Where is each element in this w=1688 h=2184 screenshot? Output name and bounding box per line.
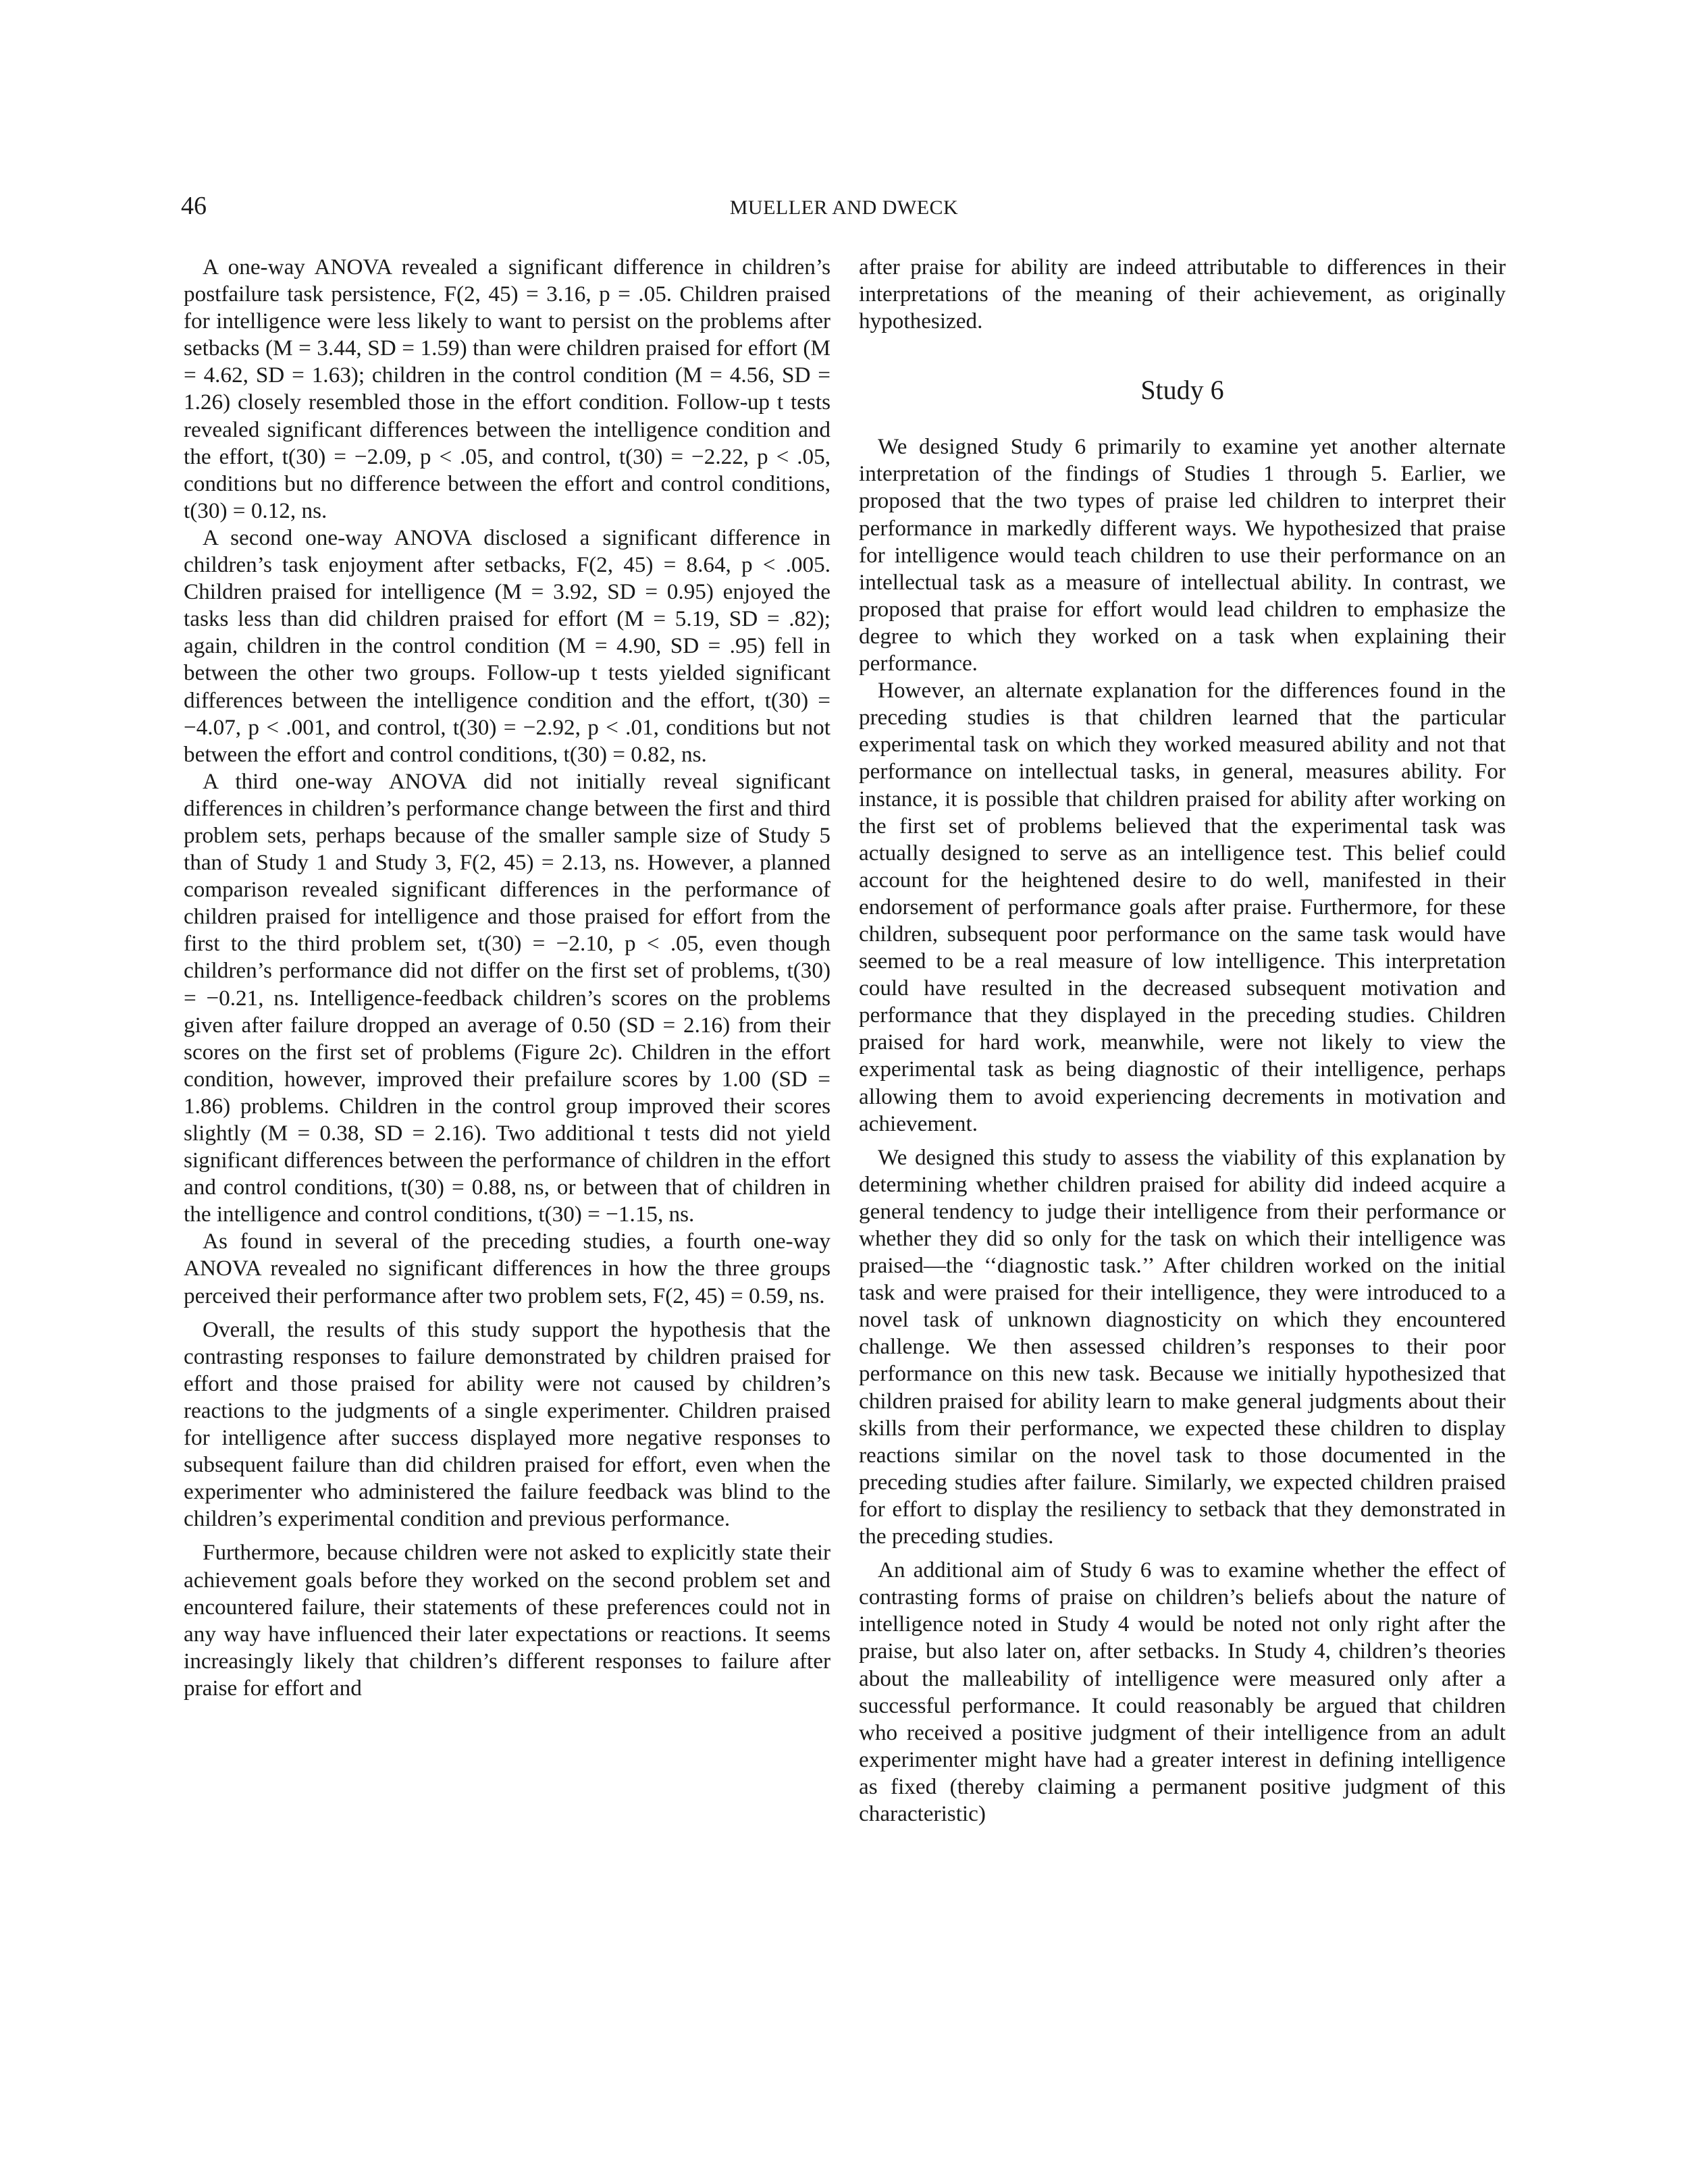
paragraph: As found in several of the preceding studies, a fourth one-way ANOVA revealed no significant differences in how the three groups perceived their performance after two problem sets, F(2, 45) = 0.59, ns. (184, 1229, 830, 1308)
section-title: Study 6 (1140, 375, 1224, 406)
right-column (859, 254, 1506, 1828)
left-column (184, 254, 830, 1702)
paragraph: Furthermore, because children were not asked to explicitly state their achievement goals before they worked on the second problem set and encountered failure, their statements of these preferences could not in any way have influenced their later expectations or reactions. It seems increasingly likely that children’s different responses to failure after praise for effort and (184, 1540, 830, 1701)
paragraph: Overall, the results of this study support the hypothesis that the contrasting responses to failure demonstrated by children praised for effort and those praised for ability were not caused by children’s reactions to the judgments of a single experimenter. Children praised for intelligence after success displayed more negative responses to subsequent failure than did children praised for effort, even when the experimenter who administered the failure feedback was blind to the children’s experimental condition and previous performance. (184, 1316, 830, 1532)
paragraph-continuation: after praise for ability are indeed attributable to differences in their interpretations of the meaning of their achievement, as originally hypothesized. (859, 255, 1506, 334)
paragraph: A one-way ANOVA revealed a significant difference in children’s postfailure task persistence, F(2, 45) = 3.16, p = .05. Children praised for intelligence were less likely to want to persist on the problems after setbacks (M = 3.44, SD = 1.59) than were children praised for effort (M = 4.62, SD = 1.63); children in the control condition (M = 4.56, SD = 1.26) closely resembled those in the effort condition. Follow-up t tests revealed significant differences between the intelligence condition and the effort, t(30) = −2.09, p < .05, and control, t(30) = −2.22, p < .05, conditions but no difference between the effort and control conditions, t(30) = 0.12, ns. (184, 255, 830, 523)
page-number: 46 (181, 192, 207, 220)
paragraph: A second one-way ANOVA disclosed a significant difference in children’s task enjoyment after setbacks, F(2, 45) = 8.64, p < .005. Children praised for intelligence (M = 3.92, SD = 0.95) enjoyed the tasks less than did children praised for effort (M = 5.19, SD = .82); again, children in the control condition (M = 4.90, SD = .95) fell in between the other two groups. Follow-up t tests yielded significant differences between the intelligence condition and the effort, t(30) = −4.07, p < .001, and control, t(30) = −2.92, p < .01, conditions but not between the effort and control conditions, t(30) = 0.82, ns. (184, 525, 830, 767)
running-head: MUELLER AND DWECK (729, 196, 959, 219)
paragraph: We designed Study 6 primarily to examine yet another alternate interpretation of the findings of Studies 1 through 5. Earlier, we proposed that the two types of praise led children to interpret their performance in markedly different ways. We hypothesized that praise for intelligence would teach children to use their performance on an intellectual task as a measure of intellectual ability. In contrast, we proposed that praise for effort would lead children to emphasize the degree to which they worked on a task when explaining their performance. (859, 434, 1506, 676)
paragraph: An additional aim of Study 6 was to examine whether the effect of contrasting forms of praise on children’s beliefs about the nature of intelligence noted in Study 4 would be noted not only right after the praise, but also later on, after setbacks. In Study 4, children’s theories about the malleability of intelligence were measured only after a successful performance. It could reasonably be argued that children who received a positive judgment of their intelligence from an adult experimenter might have had a greater interest in defining intelligence as fixed (thereby claiming a permanent positive judgment of this characteristic) (859, 1557, 1506, 1826)
paragraph: A third one-way ANOVA did not initially reveal significant differences in children’s performance change between the first and third problem sets, perhaps because of the smaller sample size of Study 5 than of Study 1 and Study 3, F(2, 45) = 2.13, ns. However, a planned comparison revealed significant differences in the performance of children praised for intelligence and those praised for effort from the first to the third problem set, t(30) = −2.10, p < .05, even though children’s performance did not differ on the first set of problems, t(30) = −0.21, ns. Intelligence-feedback children’s scores on the problems given after failure dropped an average of 0.50 (SD = 2.16) from their scores on the first set of problems (Figure 2c). Children in the effort condition, however, improved their prefailure scores by 1.00 (SD = 1.86) problems. Children in the control group improved their scores slightly (M = 0.38, SD = 2.16). Two additional t tests did not yield significant differences between the performance of children in the effort and control conditions, t(30) = 0.88, ns, or between that of children in the intelligence and control conditions, t(30) = −1.15, ns. (184, 768, 830, 1227)
paragraph: However, an alternate explanation for the differences found in the preceding studies is that children learned that the particular experimental task on which they worked measured ability and not that performance on intellectual tasks, in general, measures ability. For instance, it is possible that children praised for ability after working on the first set of problems believed that the experimental task was actually designed to serve as an intelligence test. This belief could account for the heightened desire to do well, manifested in their endorsement of performance goals after praise. Furthermore, for these children, subsequent poor performance on the same task would have seemed to be a real measure of low intelligence. This interpretation could have resulted in the decreased subsequent motivation and performance that they displayed in the preceding studies. Children praised for hard work, meanwhile, were not likely to view the experimental task as being diagnostic of their intelligence, perhaps allowing them to avoid experiencing decrements in motivation and achievement. (859, 678, 1506, 1136)
paragraph: We designed this study to assess the viability of this explanation by determining whether children praised for ability did indeed acquire a general tendency to judge their intelligence from their performance or whether they did so only for the task on which their intelligence was praised—the ‘‘diagnostic task.’’ After children worked on the initial task and were praised for their intelligence, they were introduced to a novel task of unknown diagnosticity on which they encountered challenge. We then assessed children’s responses to their poor performance on this new task. Because we initially hypothesized that children praised for ability learn to make general judgments about their skills from their performance, we expected these children to display reactions similar on the novel task to those documented in the preceding studies after failure. Similarly, we expected children praised for effort to display the resiliency to setback that they demonstrated in the preceding studies. (859, 1144, 1506, 1549)
